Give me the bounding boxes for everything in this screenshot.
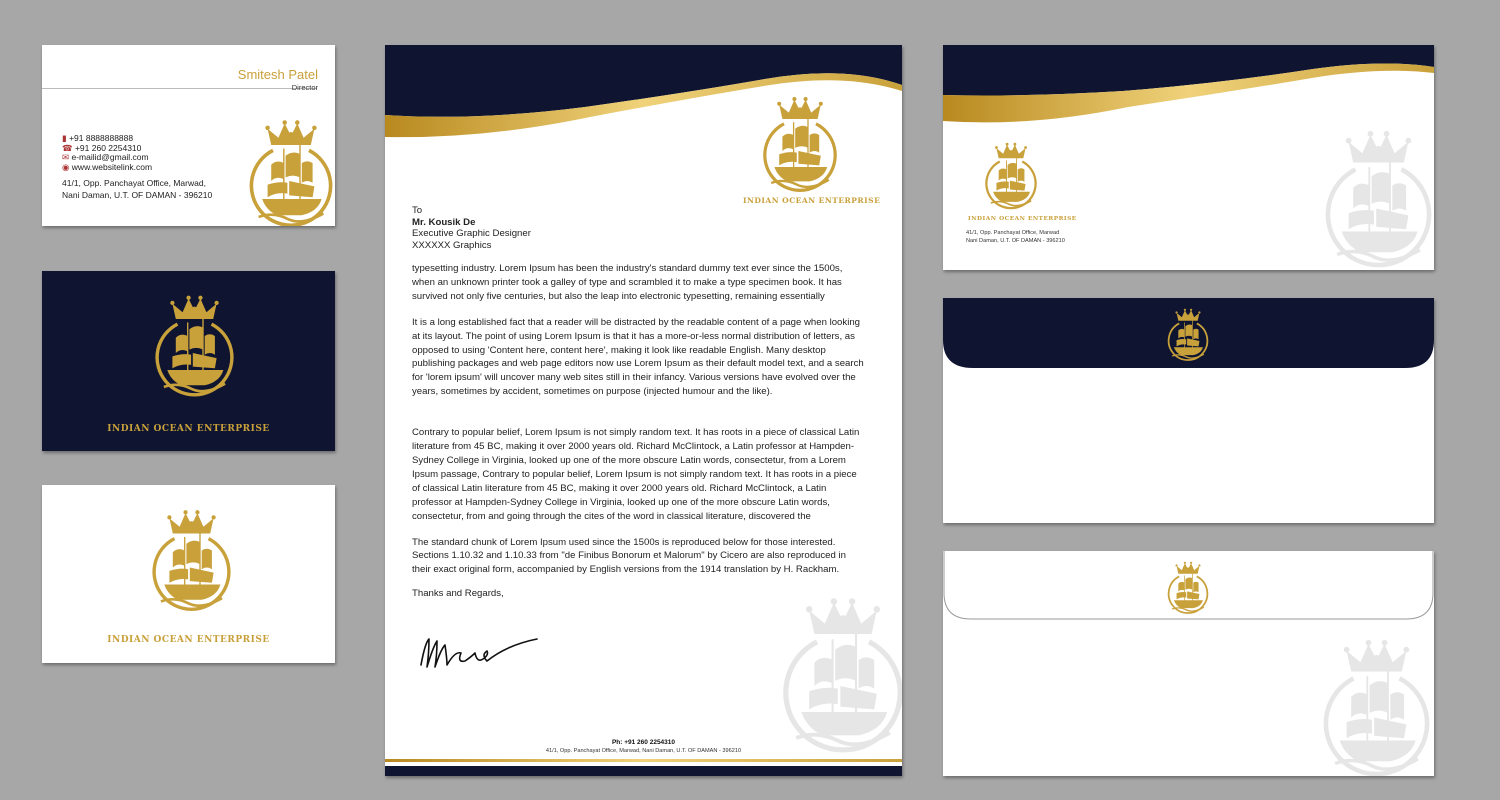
footer-phone: Ph: +91 260 2254310 (611, 739, 676, 746)
person-title: Director (291, 83, 318, 92)
ship-logo-icon (246, 117, 335, 226)
letter-body (412, 262, 864, 601)
ship-logo-icon (149, 499, 234, 619)
ship-logo-icon (1166, 306, 1210, 362)
contact-list (62, 133, 212, 201)
brand-name: INDIAN OCEAN ENTERPRISE (968, 216, 1077, 222)
footer-gold-line (385, 759, 902, 762)
globe-icon: ◉ (62, 161, 70, 172)
paragraph: typesetting industry. Lorem Ipsum has been the industry's standard dummy text ever since the 1500s, when an unknown printer took a galley of type and scrambled it to make a type specimen book. It has survived not only five centuries, but also the leap into electronic typesetting, remaining essentially (412, 263, 843, 302)
email-icon: ✉ (62, 152, 70, 162)
closing: Thanks and Regards, (412, 588, 504, 600)
ship-watermark-icon (1319, 631, 1434, 776)
ship-watermark-icon (1321, 117, 1434, 270)
envelope-back-light-flap (943, 551, 1434, 776)
brand-name: INDIAN OCEAN ENTERPRISE (743, 196, 881, 205)
envelope-address (966, 229, 1065, 245)
ship-logo-icon (1166, 559, 1210, 615)
phone-icon: ☎ (62, 142, 73, 153)
ship-logo-icon (983, 137, 1039, 213)
footer-address: 41/1, Opp. Panchayat Office, Marwad, Nani Daman, U.T. OF DAMAN - 396210 (545, 748, 742, 754)
contact-email-text: e-mailid@gmail.com (71, 152, 149, 162)
address-line-1: 41/1, Opp. Panchayat Office, Marwad (966, 230, 1060, 236)
letterhead (385, 45, 902, 776)
to-label: To (412, 205, 423, 216)
address-line-2: Nani Daman, U.T. OF DAMAN - 396210 (62, 189, 213, 200)
person-name: Smitesh Patel (237, 67, 318, 82)
signature (417, 633, 542, 673)
brand-name: INDIAN OCEAN ENTERPRISE (107, 424, 270, 434)
footer-navy-bar (385, 766, 902, 776)
contact-website (62, 162, 212, 174)
recipient-company: XXXXXX Graphics (412, 239, 492, 251)
contact-phone-text: +91 260 2254310 (74, 142, 142, 153)
business-card-front (42, 45, 335, 226)
envelope-front (943, 45, 1434, 270)
contact-website-text: www.websitelink.com (71, 161, 153, 172)
contact-mobile-text: +91 8888888888 (69, 133, 134, 143)
recipient-block (412, 205, 531, 251)
paragraph: The standard chunk of Lorem Ipsum used since the 1500s is reproduced below for those interested. Sections 1.10.32 and 1.10.33 from "de Finibus Bonorum et Malorum" by Cicero are also reproduced in their exact original form, accompanied by English versions from the 1914 translation by H. Rackham. (412, 536, 846, 576)
brand-name: INDIAN OCEAN ENTERPRISE (107, 635, 270, 645)
address-line-1: 41/1, Opp. Panchayat Office, Marwad, (62, 178, 206, 188)
recipient-name: Mr. Kousik De (412, 216, 476, 228)
divider-line (42, 88, 317, 89)
business-card-back-dark (42, 271, 335, 451)
mobile-icon: ▮ (62, 133, 67, 143)
paragraph: It is a long established fact that a reader will be distracted by the readable content of a page when looking at its layout. The point of using Lorem Ipsum is that it has a more-or-less normal distribution of letters, as opposed to using 'Content here, content here', making it look like readable English. Many desktop publishing packages and web page editors now use Lorem Ipsum as their default model text, and a search for 'lorem ipsum' will uncover many web sites still in their infancy. Various versions have evolved over the years, sometimes by accident, sometimes on purpose (injected humour and the like). (412, 316, 864, 398)
business-card-back-light (42, 485, 335, 663)
recipient-title: Executive Graphic Designer (412, 228, 531, 239)
ship-logo-icon (152, 287, 237, 402)
ship-logo-icon (760, 89, 840, 197)
paragraph: Contrary to popular belief, Lorem Ipsum is not simply random text. It has roots in a piece of classical Latin literature from 45 BC, making it over 2000 years old. Richard McClintock, a Latin professor at Hampden-Sydney College in Virginia, looked up one of the more obscure Latin words, consectetur, from a Lorem Ipsum passage, Contrary to popular belief, Lorem Ipsum is not simply random text. It has roots in a piece of classical Latin literature from 45 BC, making it over 2000 years old. Richard McClintock, a Latin professor at Hampden-Sydney College in Virginia, looked up one of the more obscure Latin words, consectetur, from and going through the cites of the word in classical literature, discovered the (412, 427, 860, 522)
envelope-back-dark-flap (943, 298, 1434, 523)
address-line-2: Nani Daman, U.T. OF DAMAN - 396210 (966, 238, 1065, 244)
